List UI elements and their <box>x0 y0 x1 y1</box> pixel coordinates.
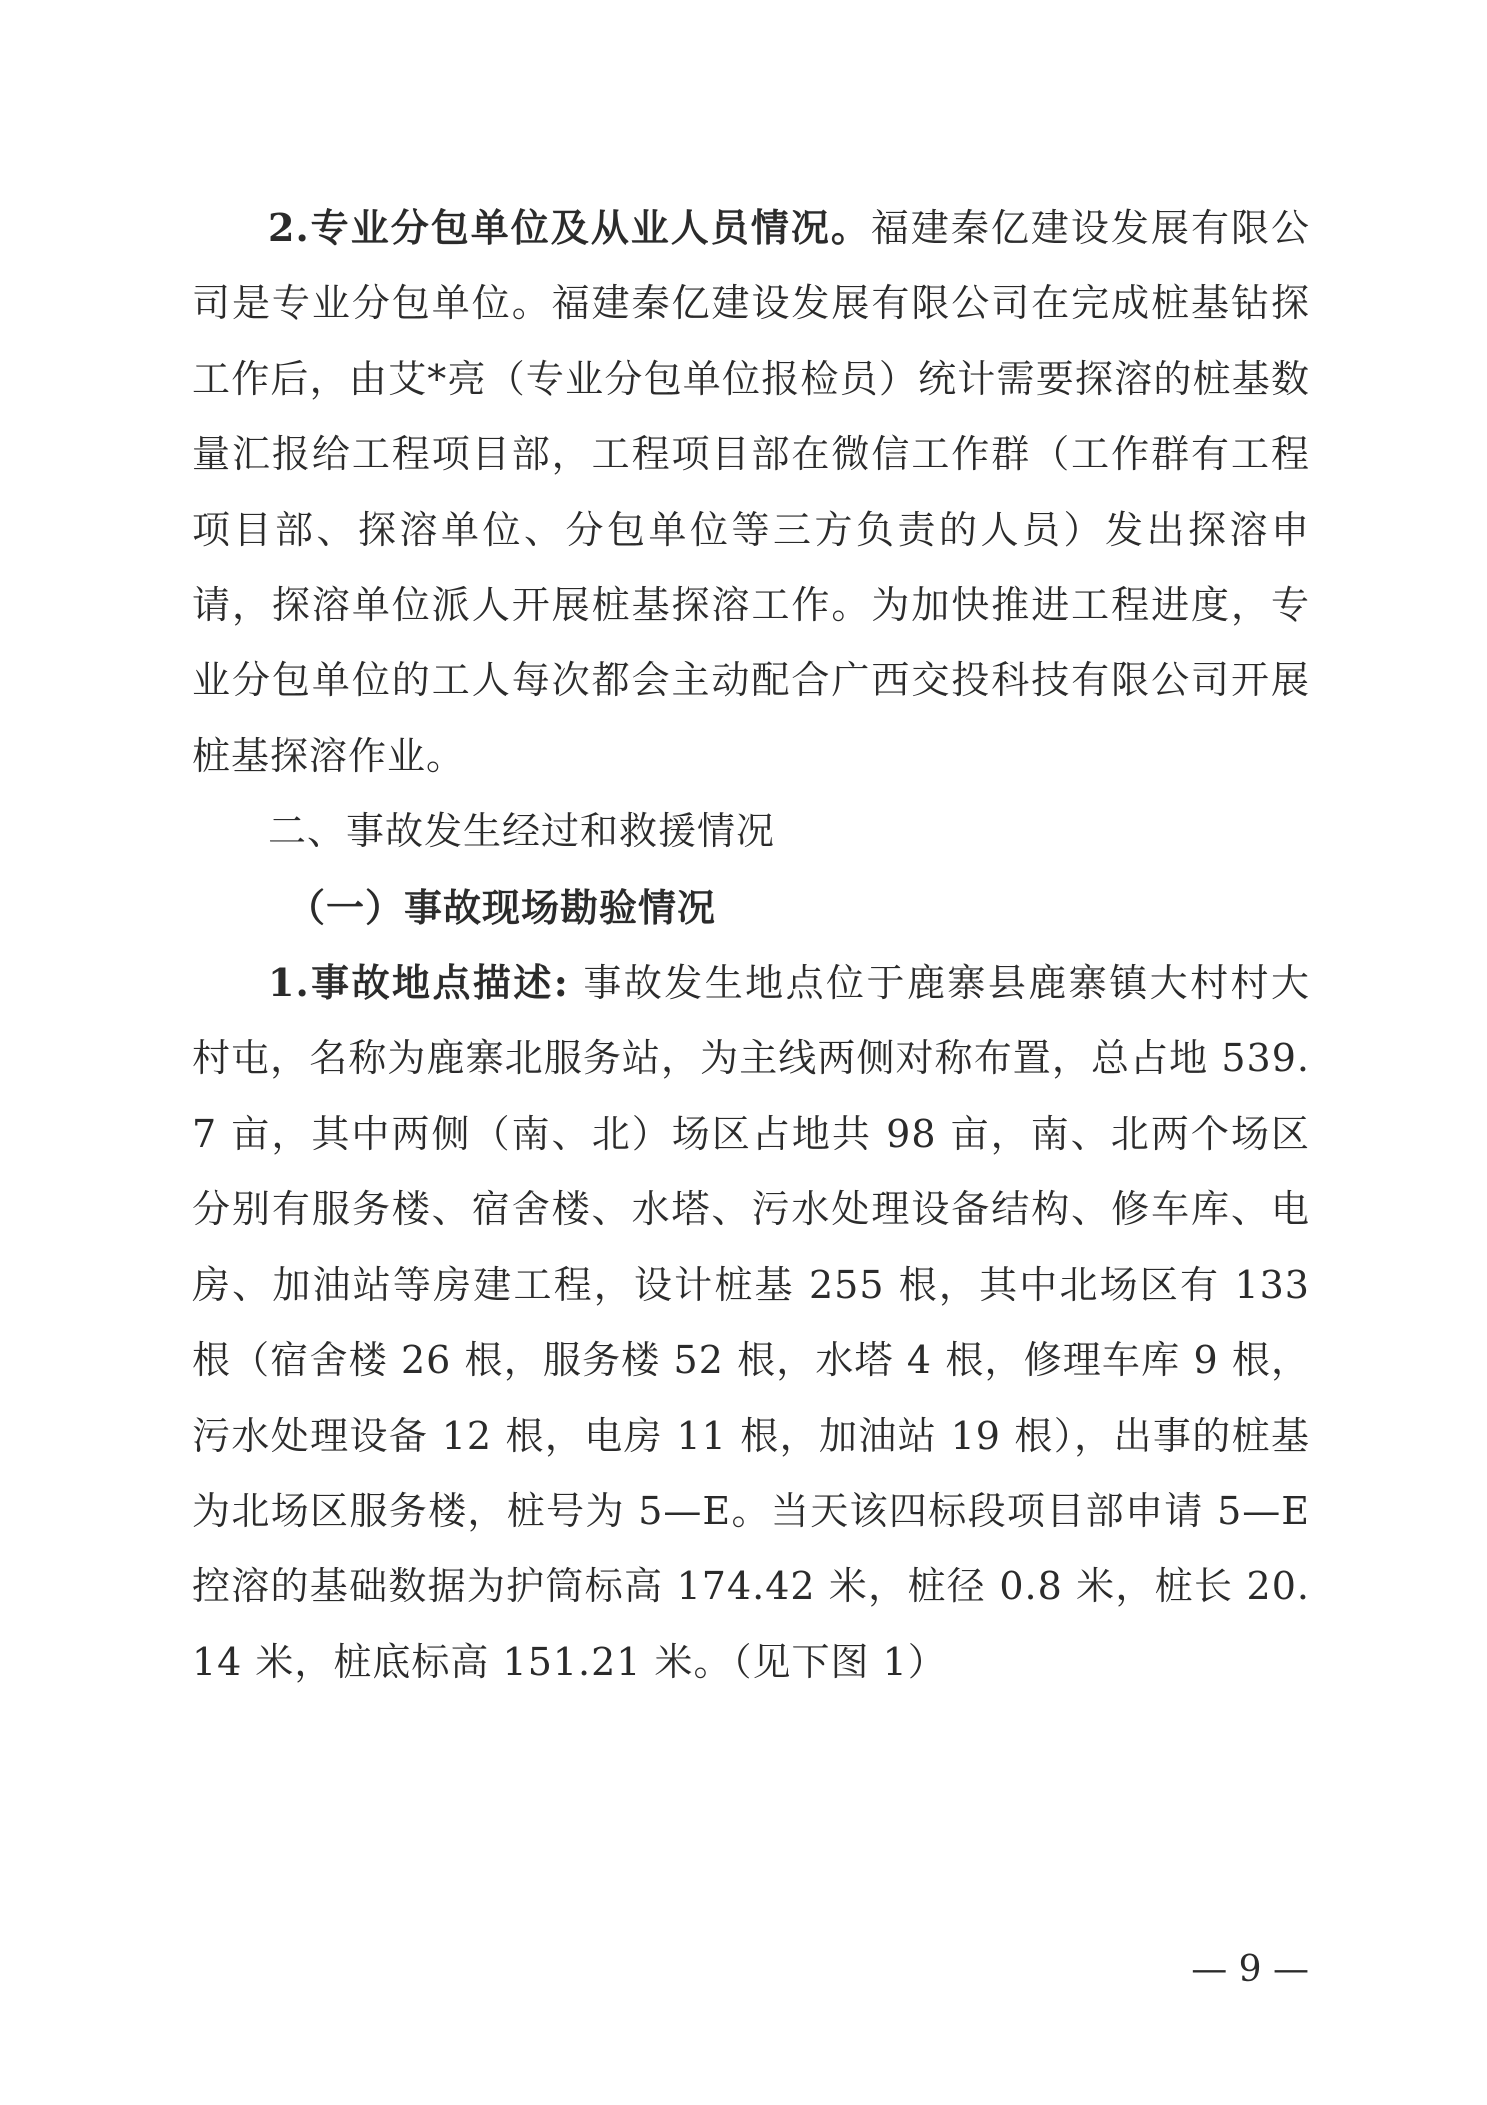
subsection-heading: （一）事故现场勘验情况 <box>287 884 717 930</box>
paragraph-body: 事故发生地点位于鹿寨县鹿寨镇大村村大村屯，名称为鹿寨北服务站，为主线两侧对称布置，总占地 539.7 亩，其中两侧（南、北）场区占地共 98 亩，南、北两个场区分别有服务楼、宿舍楼、水塔、污水处理设备结构、修车库、电房、加油站等房建工程，设计桩基 255 根，其中北场区有 133 根（宿舍楼 26 根，服务楼 52 根，水塔 4 根，修理车库 9 根，污水处理设备 12 根，电房 11 根，加油站 19 根），出事的桩基为北场区服务楼，桩号为 5—E。当天该四标段项目部申请 5—E 控溶的基础数据为护筒标高 174.42 米，桩径 0.8 米，桩长 20.14 米，桩底标高 151.21 米。（见下图 1） <box>192 961 1310 1684</box>
paragraph-body: 福建秦亿建设发展有限公司是专业分包单位。福建秦亿建设发展有限公司在完成桩基钻探工作后，由艾*亮（专业分包单位报检员）统计需要探溶的桩基数量汇报给工程项目部，工程项目部在微信工作群（工作群有工程项目部、探溶单位、分包单位等三方负责的人员）发出探溶申请，探溶单位派人开展桩基探溶工作。为加快推进工程进度，专业分包单位的工人每次都会主动配合广西交投科技有限公司开展桩基探溶作业。 <box>192 206 1310 778</box>
section-heading: 二、事故发生经过和救援情况 <box>268 809 776 854</box>
paragraph-lead: 2.专业分包单位及从业人员情况。 <box>268 205 871 250</box>
paragraph-lead: 1.事故地点描述: <box>268 960 569 1006</box>
page-number: — 9 — <box>1191 1949 1309 1990</box>
body-text <box>192 190 1310 1700</box>
paragraph-subcontractor <box>192 190 1310 794</box>
paragraph-accident-location <box>192 945 1310 1700</box>
